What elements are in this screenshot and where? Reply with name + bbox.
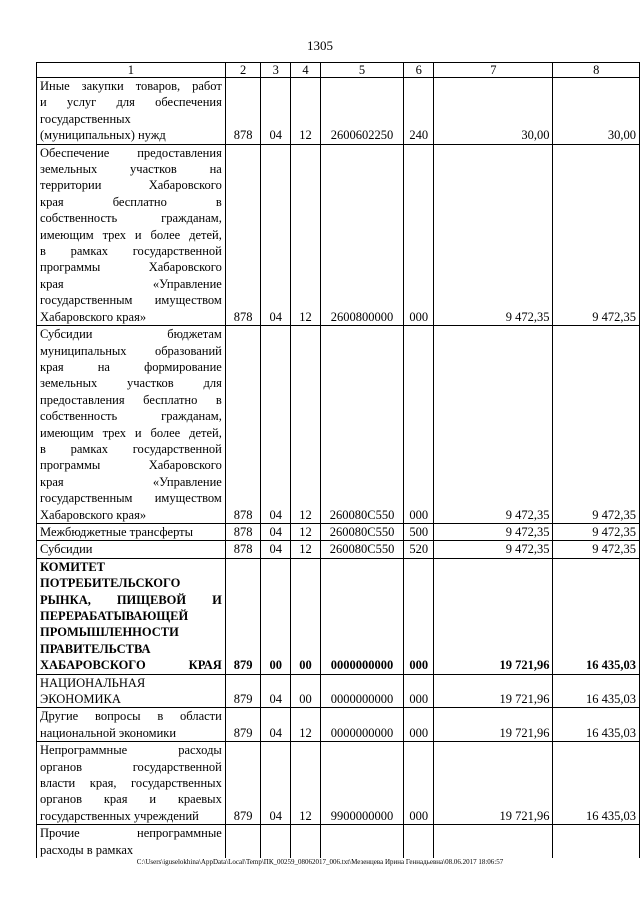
target-article-cell: 260080С550: [320, 326, 404, 524]
expense-type-cell: 000: [404, 674, 434, 708]
target-article-cell: 2600602250: [320, 78, 404, 145]
subsection-code-cell: 12: [291, 523, 321, 540]
grbs-code-cell: 878: [225, 541, 261, 558]
table-row: [37, 674, 640, 708]
expense-type-cell: 000: [404, 144, 434, 325]
expense-type-cell: [404, 825, 434, 858]
description-line: земельных участков на: [40, 162, 222, 177]
amount-col8-cell: 9 472,35: [553, 541, 640, 558]
subsection-code-cell: 12: [291, 742, 321, 825]
table-row: [37, 825, 640, 858]
description-line: края «Управление: [40, 474, 222, 489]
header-cell: 3: [261, 63, 291, 78]
footer-path: C:\Users\iguselokhina\AppData\Local\Temp\ПК_00259_08062017_006.txt\Мезенцева Ирина Геннадьевна\08.06.2017 18:06:57: [136, 858, 504, 866]
expense-type-cell: 000: [404, 326, 434, 524]
description-line: Межбюджетные трансферты: [40, 524, 194, 539]
target-article-cell: 0000000000: [320, 708, 404, 742]
header-cell: 1: [37, 63, 226, 78]
amount-col7-cell: 9 472,35: [434, 326, 553, 524]
table-row: [37, 558, 640, 674]
subsection-code-cell: 12: [291, 708, 321, 742]
description-cell: [37, 674, 226, 708]
description-line: программы Хабаровского: [40, 458, 222, 473]
expense-type-cell: 000: [404, 558, 434, 674]
amount-col7-cell: [434, 825, 553, 858]
amount-col8-cell: 16 435,03: [553, 708, 640, 742]
subsection-code-cell: 12: [291, 326, 321, 524]
expense-type-cell: 500: [404, 523, 434, 540]
budget-table: [36, 62, 640, 858]
grbs-code-cell: 879: [225, 674, 261, 708]
description-cell: [37, 144, 226, 325]
description-line: программы Хабаровского: [40, 260, 222, 275]
description-line: государственных учреждений: [40, 808, 199, 823]
description-line: Субсидии бюджетам: [40, 327, 222, 342]
description-line: Непрограммные расходы: [40, 743, 222, 758]
subsection-code-cell: 12: [291, 144, 321, 325]
table-body: [37, 63, 640, 859]
table-row: [37, 144, 640, 325]
description-line: собственность гражданам,: [40, 409, 222, 424]
amount-col8-cell: 9 472,35: [553, 523, 640, 540]
description-line: края на формирование: [40, 359, 222, 374]
table-row: [37, 742, 640, 825]
table-row: [37, 523, 640, 540]
amount-col7-cell: 19 721,96: [434, 674, 553, 708]
table-row: [37, 708, 640, 742]
description-line: края «Управление: [40, 276, 222, 291]
header-cell: 2: [225, 63, 261, 78]
description-line: собственность гражданам,: [40, 211, 222, 226]
section-code-cell: 04: [261, 674, 291, 708]
description-line: национальной экономики: [40, 725, 177, 740]
subsection-code-cell: [291, 825, 321, 858]
amount-col8-cell: 9 472,35: [553, 326, 640, 524]
description-line: власти края, государственных: [40, 776, 222, 791]
description-line: ПРАВИТЕЛЬСТВА: [40, 641, 151, 656]
header-cell: 5: [320, 63, 404, 78]
section-code-cell: 04: [261, 523, 291, 540]
table-row: [37, 541, 640, 558]
subsection-code-cell: 00: [291, 558, 321, 674]
header-cell: 4: [291, 63, 321, 78]
description-line: края бесплатно в: [40, 194, 222, 209]
grbs-code-cell: 879: [225, 742, 261, 825]
description-line: государственных: [40, 111, 131, 126]
description-line: расходы в рамках: [40, 842, 134, 857]
description-cell: [37, 326, 226, 524]
description-cell: [37, 541, 226, 558]
page-number: 1305: [307, 38, 333, 53]
description-cell: [37, 708, 226, 742]
description-line: и услуг для обеспечения: [40, 95, 222, 110]
header-cell: 7: [434, 63, 553, 78]
description-line: муниципальных образований: [40, 343, 222, 358]
description-line: Хабаровского края»: [40, 309, 147, 324]
description-line: государственным имуществом: [40, 491, 222, 506]
expense-type-cell: 000: [404, 742, 434, 825]
target-article-cell: 0000000000: [320, 674, 404, 708]
grbs-code-cell: 879: [225, 558, 261, 674]
amount-col8-cell: 16 435,03: [553, 674, 640, 708]
header-cell: 6: [404, 63, 434, 78]
amount-col7-cell: 9 472,35: [434, 144, 553, 325]
description-line: в рамках государственной: [40, 244, 222, 259]
description-line: ХАБАРОВСКОГО КРАЯ: [40, 658, 222, 673]
target-article-cell: 0000000000: [320, 558, 404, 674]
description-line: Субсидии: [40, 542, 93, 557]
grbs-code-cell: [225, 825, 261, 858]
description-line: Иные закупки товаров, работ: [40, 79, 222, 93]
expense-type-cell: 520: [404, 541, 434, 558]
section-code-cell: 04: [261, 326, 291, 524]
subsection-code-cell: 00: [291, 674, 321, 708]
description-line: органов края и краевых: [40, 792, 222, 807]
description-line: предоставления бесплатно в: [40, 392, 222, 407]
header-cell: 8: [553, 63, 640, 78]
description-line: ПОТРЕБИТЕЛЬСКОГО: [40, 576, 181, 591]
description-cell: [37, 558, 226, 674]
target-article-cell: 260080С550: [320, 523, 404, 540]
grbs-code-cell: 878: [225, 523, 261, 540]
description-line: имеющим трех и более детей,: [40, 227, 222, 242]
description-line: в рамках государственной: [40, 441, 222, 456]
amount-col8-cell: [553, 825, 640, 858]
description-cell: [37, 523, 226, 540]
description-line: ПРОМЫШЛЕННОСТИ: [40, 625, 179, 640]
grbs-code-cell: 879: [225, 708, 261, 742]
section-code-cell: 04: [261, 708, 291, 742]
section-code-cell: [261, 825, 291, 858]
description-line: государственным имуществом: [40, 293, 222, 308]
description-cell: [37, 742, 226, 825]
amount-col8-cell: 16 435,03: [553, 742, 640, 825]
section-code-cell: 04: [261, 78, 291, 145]
subsection-code-cell: 12: [291, 78, 321, 145]
amount-col7-cell: 19 721,96: [434, 742, 553, 825]
section-code-cell: 04: [261, 541, 291, 558]
description-cell: [37, 78, 226, 145]
description-line: Обеспечение предоставления: [40, 145, 222, 160]
description-line: земельных участков для: [40, 376, 222, 391]
description-line: ЭКОНОМИКА: [40, 692, 121, 707]
expense-type-cell: 240: [404, 78, 434, 145]
subsection-code-cell: 12: [291, 541, 321, 558]
description-cell: [37, 825, 226, 858]
expense-type-cell: 000: [404, 708, 434, 742]
section-code-cell: 04: [261, 742, 291, 825]
section-code-cell: 04: [261, 144, 291, 325]
table-row: [37, 326, 640, 524]
description-line: имеющим трех и более детей,: [40, 425, 222, 440]
target-article-cell: [320, 825, 404, 858]
description-line: территории Хабаровского: [40, 178, 222, 193]
target-article-cell: 260080С550: [320, 541, 404, 558]
description-line: НАЦИОНАЛЬНАЯ: [40, 675, 146, 690]
grbs-code-cell: 878: [225, 326, 261, 524]
section-code-cell: 00: [261, 558, 291, 674]
table-row: [37, 78, 640, 145]
description-line: РЫНКА, ПИЩЕВОЙ И: [40, 592, 222, 607]
description-line: органов государственной: [40, 759, 222, 774]
grbs-code-cell: 878: [225, 78, 261, 145]
amount-col7-cell: 19 721,96: [434, 558, 553, 674]
amount-col8-cell: 30,00: [553, 78, 640, 145]
target-article-cell: 9900000000: [320, 742, 404, 825]
description-line: КОМИТЕТ: [40, 559, 106, 574]
amount-col7-cell: 19 721,96: [434, 708, 553, 742]
description-line: Другие вопросы в области: [40, 709, 222, 724]
amount-col7-cell: 9 472,35: [434, 523, 553, 540]
amount-col8-cell: 16 435,03: [553, 558, 640, 674]
amount-col7-cell: 30,00: [434, 78, 553, 145]
description-line: ПЕРЕРАБАТЫВАЮЩЕЙ: [40, 609, 189, 623]
grbs-code-cell: 878: [225, 144, 261, 325]
amount-col8-cell: 9 472,35: [553, 144, 640, 325]
description-line: (муниципальных) нужд: [40, 128, 166, 143]
description-line: Прочие непрограммные: [40, 826, 222, 841]
amount-col7-cell: 9 472,35: [434, 541, 553, 558]
header-row: [37, 63, 640, 78]
target-article-cell: 2600800000: [320, 144, 404, 325]
description-line: Хабаровского края»: [40, 507, 147, 522]
